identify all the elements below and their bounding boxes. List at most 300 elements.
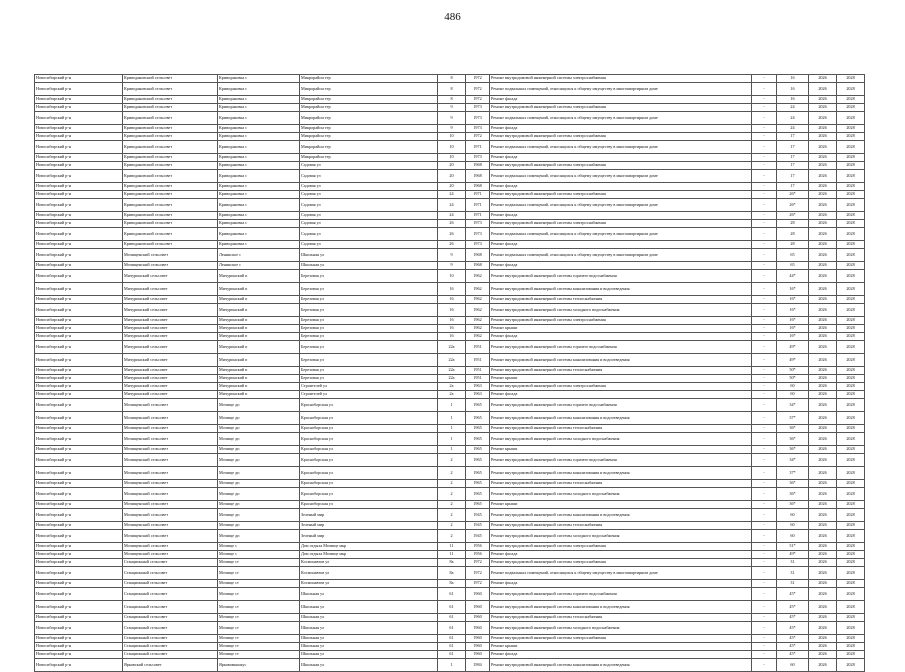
start-year-cell: 2026 [809,412,837,425]
end-year-cell: 2028 [837,622,865,635]
street-cell: Школьная ул [300,249,438,262]
number-cell: 49* [777,341,809,354]
table-row [35,543,865,551]
street-cell: Березовая ул [300,354,438,367]
locality-cell: Мичуринский п [218,341,300,354]
table-row [35,567,865,580]
street-cell: Школьная ул [300,651,438,659]
district-cell: Новосибирский р-н [35,601,123,614]
table-row [35,522,865,530]
end-year-cell: 2028 [837,212,865,220]
end-year-cell: 2028 [837,509,865,522]
house-cell: 2а [438,383,466,391]
year-cell: 1971 [466,191,490,199]
table-row [35,112,865,125]
number-cell: 16* [777,325,809,333]
end-year-cell: 2028 [837,317,865,325]
locality-cell: Мичуринский п [218,317,300,325]
street-cell: Зеленый мир [300,530,438,543]
end-year-cell: 2028 [837,480,865,488]
district-cell: Новосибирский р-н [35,651,123,659]
settlement-cell: Криводановский сельсовет [123,212,218,220]
table-row [35,220,865,228]
settlement-cell: Мичуринский сельсовет [123,391,218,399]
dash-cell: - [752,383,777,391]
house-cell: 20 [438,183,466,191]
dash-cell: - [752,651,777,659]
start-year-cell: 2026 [809,580,837,588]
table-row [35,199,865,212]
dash-cell: - [752,125,777,133]
district-cell: Новосибирский р-н [35,183,123,191]
end-year-cell: 2028 [837,104,865,112]
end-year-cell: 2028 [837,83,865,96]
work-type-cell: Ремонт фасада [490,154,752,162]
work-type-cell: Ремонт внутридомовой инженерной системы холодного водоснабжения [490,304,752,317]
dash-cell: - [752,75,777,83]
locality-cell: Мичуринский п [218,270,300,283]
start-year-cell: 2026 [809,643,837,651]
end-year-cell: 2028 [837,367,865,375]
house-cell: 9 [438,262,466,270]
settlement-cell: Мочищенский сельсовет [123,446,218,454]
locality-cell: Мочище ст [218,567,300,580]
locality-cell: Криводановка с [218,154,300,162]
house-cell: 22а [438,367,466,375]
street-cell: Космонавтов ул [300,580,438,588]
street-cell: Школьная ул [300,614,438,622]
locality-cell: Криводановка с [218,112,300,125]
dash-cell: - [752,354,777,367]
work-type-cell: Ремонт внутридомовой инженерной системы электроснабжения [490,162,752,170]
district-cell: Новосибирский р-н [35,580,123,588]
number-cell: 26* [777,199,809,212]
number-cell: 16* [777,317,809,325]
start-year-cell: 2026 [809,635,837,643]
table-row [35,83,865,96]
number-cell: 60 [777,391,809,399]
table-row [35,412,865,425]
settlement-cell: Станционный сельсовет [123,651,218,659]
end-year-cell: 2028 [837,601,865,614]
year-cell: 1963 [466,391,490,399]
table-row [35,501,865,509]
start-year-cell: 2026 [809,199,837,212]
street-cell: Школьная ул [300,643,438,651]
number-cell: 16 [777,96,809,104]
start-year-cell: 2026 [809,162,837,170]
locality-cell: Криводановка с [218,170,300,183]
table-row [35,488,865,501]
settlement-cell: Криводановский сельсовет [123,96,218,104]
dash-cell: - [752,83,777,96]
house-cell: 10 [438,133,466,141]
locality-cell: Мочище дп [218,480,300,488]
page-number: 486 [444,11,461,23]
house-cell: 26 [438,241,466,249]
dash-cell: - [752,220,777,228]
dash-cell: - [752,170,777,183]
start-year-cell: 2026 [809,467,837,480]
start-year-cell: 2026 [809,454,837,467]
district-cell: Новосибирский р-н [35,296,123,304]
settlement-cell: Криводановский сельсовет [123,112,218,125]
number-cell: 50* [777,367,809,375]
year-cell: 1963 [466,383,490,391]
table-row [35,183,865,191]
register-body [35,75,865,672]
end-year-cell: 2028 [837,454,865,467]
house-cell: 61 [438,643,466,651]
table-row [35,551,865,559]
end-year-cell: 2028 [837,635,865,643]
table-row [35,96,865,104]
start-year-cell: 2026 [809,183,837,191]
dash-cell: - [752,112,777,125]
start-year-cell: 2026 [809,241,837,249]
settlement-cell: Мочищенский сельсовет [123,249,218,262]
dash-cell: - [752,199,777,212]
settlement-cell: Мичуринский сельсовет [123,296,218,304]
settlement-cell: Станционный сельсовет [123,559,218,567]
house-cell: 61 [438,651,466,659]
settlement-cell: Криводановский сельсовет [123,125,218,133]
street-cell: Березовая ул [300,283,438,296]
district-cell: Новосибирский р-н [35,509,123,522]
house-cell: 2 [438,480,466,488]
street-cell: Красноборская ул [300,488,438,501]
district-cell: Новосибирский р-н [35,567,123,580]
work-type-cell: Ремонт внутридомовой инженерной системы теплоснабжения [490,614,752,622]
number-cell: 16 [777,83,809,96]
end-year-cell: 2028 [837,220,865,228]
street-cell: Школьная ул [300,262,438,270]
dash-cell: - [752,270,777,283]
work-type-cell: Ремонт внутридомовой инженерной системы электроснабжения [490,317,752,325]
number-cell: 16* [777,283,809,296]
year-cell: 1960 [466,635,490,643]
table-row [35,283,865,296]
year-cell: 1960 [466,643,490,651]
start-year-cell: 2026 [809,488,837,501]
end-year-cell: 2028 [837,283,865,296]
district-cell: Новосибирский р-н [35,262,123,270]
start-year-cell: 2026 [809,212,837,220]
house-cell: 26 [438,220,466,228]
table-row [35,391,865,399]
district-cell: Новосибирский р-н [35,283,123,296]
house-cell: 20 [438,162,466,170]
end-year-cell: 2028 [837,262,865,270]
district-cell: Новосибирский р-н [35,530,123,543]
settlement-cell: Криводановский сельсовет [123,220,218,228]
table-row [35,191,865,199]
locality-cell: Криводановка с [218,241,300,249]
locality-cell: Ленинское с [218,262,300,270]
work-type-cell: Ремонт внутридомовой инженерной системы горячего водоснабжения [490,341,752,354]
end-year-cell: 2028 [837,304,865,317]
house-cell: 24 [438,199,466,212]
district-cell: Новосибирский р-н [35,412,123,425]
dash-cell: - [752,317,777,325]
dash-cell: - [752,262,777,270]
locality-cell: Мочище дп [218,425,300,433]
locality-cell: Мочище дп [218,522,300,530]
year-cell: 1973 [466,154,490,162]
house-cell: 26 [438,228,466,241]
street-cell: Микрорайон тер [300,125,438,133]
street-cell: Березовая ул [300,304,438,317]
district-cell: Новосибирский р-н [35,96,123,104]
district-cell: Новосибирский р-н [35,367,123,375]
year-cell: 1960 [466,651,490,659]
end-year-cell: 2028 [837,96,865,104]
number-cell: 31 [777,559,809,567]
work-type-cell: Ремонт внутридомовой инженерной системы горячего водоснабжения [490,399,752,412]
end-year-cell: 2028 [837,191,865,199]
year-cell: 1962 [466,270,490,283]
work-type-cell: Ремонт внутридомовой инженерной системы электроснабжения [490,543,752,551]
street-cell: Дом отдыха Мочище мкр [300,551,438,559]
start-year-cell: 2026 [809,220,837,228]
district-cell: Новосибирский р-н [35,333,123,341]
locality-cell: Мочище дп [218,454,300,467]
table-row [35,446,865,454]
work-type-cell: Ремонт фасада [490,333,752,341]
end-year-cell: 2028 [837,643,865,651]
street-cell: Микрорайон тер [300,112,438,125]
year-cell: 1965 [466,412,490,425]
district-cell: Новосибирский р-н [35,354,123,367]
table-row [35,212,865,220]
year-cell: 1951 [466,341,490,354]
dash-cell: - [752,522,777,530]
settlement-cell: Криводановский сельсовет [123,133,218,141]
house-cell: 9 [438,112,466,125]
start-year-cell: 2026 [809,559,837,567]
district-cell: Новосибирский р-н [35,241,123,249]
table-row [35,170,865,183]
start-year-cell: 2026 [809,154,837,162]
dash-cell: - [752,367,777,375]
work-type-cell: Ремонт внутридомовой инженерной системы горячего водоснабжения [490,454,752,467]
street-cell: Садовая ул [300,212,438,220]
dash-cell: - [752,433,777,446]
end-year-cell: 2028 [837,659,865,672]
house-cell: 8 [438,96,466,104]
end-year-cell: 2028 [837,354,865,367]
house-cell: 2 [438,467,466,480]
house-cell: 20 [438,170,466,183]
locality-cell: Криводановка с [218,83,300,96]
start-year-cell: 2026 [809,83,837,96]
settlement-cell: Мичуринский сельсовет [123,317,218,325]
start-year-cell: 2026 [809,125,837,133]
settlement-cell: Мочищенский сельсовет [123,543,218,551]
start-year-cell: 2026 [809,354,837,367]
house-cell: 1 [438,399,466,412]
number-cell: 44* [777,270,809,283]
district-cell: Новосибирский р-н [35,559,123,567]
settlement-cell: Мочищенский сельсовет [123,433,218,446]
street-cell: Микрорайон тер [300,141,438,154]
start-year-cell: 2026 [809,480,837,488]
district-cell: Новосибирский р-н [35,228,123,241]
district-cell: Новосибирский р-н [35,501,123,509]
locality-cell: Криводановка с [218,199,300,212]
end-year-cell: 2028 [837,241,865,249]
work-type-cell: Ремонт подвальных помещений, относящихся к общему имуществу в многоквартирном доме [490,249,752,262]
year-cell: 1960 [466,588,490,601]
house-cell: 8 [438,83,466,96]
table-row [35,141,865,154]
street-cell: Березовая ул [300,341,438,354]
end-year-cell: 2028 [837,412,865,425]
end-year-cell: 2028 [837,154,865,162]
work-type-cell: Ремонт внутридомовой инженерной системы холодного водоснабжения [490,488,752,501]
district-cell: Новосибирский р-н [35,304,123,317]
start-year-cell: 2026 [809,399,837,412]
district-cell: Новосибирский р-н [35,162,123,170]
end-year-cell: 2028 [837,383,865,391]
year-cell: 1973 [466,104,490,112]
dash-cell: - [752,643,777,651]
settlement-cell: Криводановский сельсовет [123,241,218,249]
year-cell: 1973 [466,228,490,241]
house-cell: 1 [438,433,466,446]
house-cell: 2 [438,454,466,467]
street-cell: Школьная ул [300,601,438,614]
locality-cell: Криводановка с [218,183,300,191]
start-year-cell: 2026 [809,551,837,559]
house-cell: 1 [438,412,466,425]
dash-cell: - [752,530,777,543]
start-year-cell: 2026 [809,543,837,551]
start-year-cell: 2026 [809,601,837,614]
settlement-cell: Мичуринский сельсовет [123,383,218,391]
house-cell: 22а [438,354,466,367]
table-row [35,228,865,241]
street-cell: Школьная ул [300,588,438,601]
settlement-cell: Криводановский сельсовет [123,199,218,212]
year-cell: 1965 [466,433,490,446]
house-cell: 1 [438,659,466,672]
number-cell: 45* [777,651,809,659]
settlement-cell: Мочищенский сельсовет [123,509,218,522]
work-type-cell: Ремонт фасада [490,96,752,104]
table-row [35,104,865,112]
house-cell: 11 [438,551,466,559]
end-year-cell: 2028 [837,333,865,341]
house-cell: 1 [438,425,466,433]
work-type-cell: Ремонт крыши [490,375,752,383]
number-cell: 36* [777,433,809,446]
year-cell: 1962 [466,333,490,341]
dash-cell: - [752,501,777,509]
year-cell: 1971 [466,212,490,220]
street-cell: Школьная ул [300,622,438,635]
locality-cell: Криводановка с [218,220,300,228]
street-cell: Дом отдыха Мочище мкр [300,543,438,551]
year-cell: 1965 [466,467,490,480]
table-row [35,614,865,622]
work-type-cell: Ремонт внутридомовой инженерной системы электроснабжения [490,383,752,391]
number-cell: 28 [777,220,809,228]
street-cell: Садовая ул [300,170,438,183]
locality-cell: Ярковомышкус [218,659,300,672]
work-type-cell: Ремонт внутридомовой инженерной системы канализования и водоотведения [490,354,752,367]
year-cell: 1968 [466,262,490,270]
table-row [35,333,865,341]
table-row [35,425,865,433]
settlement-cell: Станционный сельсовет [123,622,218,635]
work-type-cell: Ремонт внутридомовой инженерной системы теплоснабжения [490,367,752,375]
work-type-cell: Ремонт крыши [490,325,752,333]
table-row [35,383,865,391]
number-cell: 26* [777,212,809,220]
start-year-cell: 2026 [809,509,837,522]
dash-cell: - [752,183,777,191]
locality-cell: Мочище с [218,551,300,559]
table-row [35,270,865,283]
dash-cell: - [752,635,777,643]
number-cell: 36* [777,501,809,509]
number-cell: 28 [777,241,809,249]
settlement-cell: Станционный сельсовет [123,580,218,588]
year-cell: 1965 [466,425,490,433]
dash-cell: - [752,296,777,304]
work-type-cell: Ремонт внутридомовой инженерной системы горячего водоснабжения [490,270,752,283]
dash-cell: - [752,467,777,480]
settlement-cell: Станционный сельсовет [123,635,218,643]
settlement-cell: Станционный сельсовет [123,614,218,622]
house-cell: 24 [438,191,466,199]
locality-cell: Мочище дп [218,446,300,454]
start-year-cell: 2026 [809,325,837,333]
dash-cell: - [752,601,777,614]
locality-cell: Мичуринский п [218,333,300,341]
settlement-cell: Мичуринский сельсовет [123,270,218,283]
year-cell: 1965 [466,480,490,488]
number-cell: 24 [777,112,809,125]
house-cell: 11 [438,543,466,551]
end-year-cell: 2028 [837,125,865,133]
start-year-cell: 2026 [809,96,837,104]
start-year-cell: 2026 [809,170,837,183]
dash-cell: - [752,333,777,341]
street-cell: Садовая ул [300,220,438,228]
district-cell: Новосибирский р-н [35,614,123,622]
year-cell: 1965 [466,488,490,501]
number-cell: 36* [777,425,809,433]
dash-cell: - [752,480,777,488]
start-year-cell: 2026 [809,75,837,83]
start-year-cell: 2026 [809,391,837,399]
street-cell: Красноборская ул [300,446,438,454]
dash-cell: - [752,283,777,296]
locality-cell: Мочище дп [218,488,300,501]
end-year-cell: 2028 [837,162,865,170]
street-cell: Красноборская ул [300,454,438,467]
locality-cell: Мочище ст [218,651,300,659]
district-cell: Новосибирский р-н [35,383,123,391]
district-cell: Новосибирский р-н [35,391,123,399]
street-cell: Микрорайон тер [300,83,438,96]
end-year-cell: 2028 [837,112,865,125]
number-cell: 28 [777,228,809,241]
work-type-cell: Ремонт крыши [490,446,752,454]
locality-cell: Криводановка с [218,125,300,133]
